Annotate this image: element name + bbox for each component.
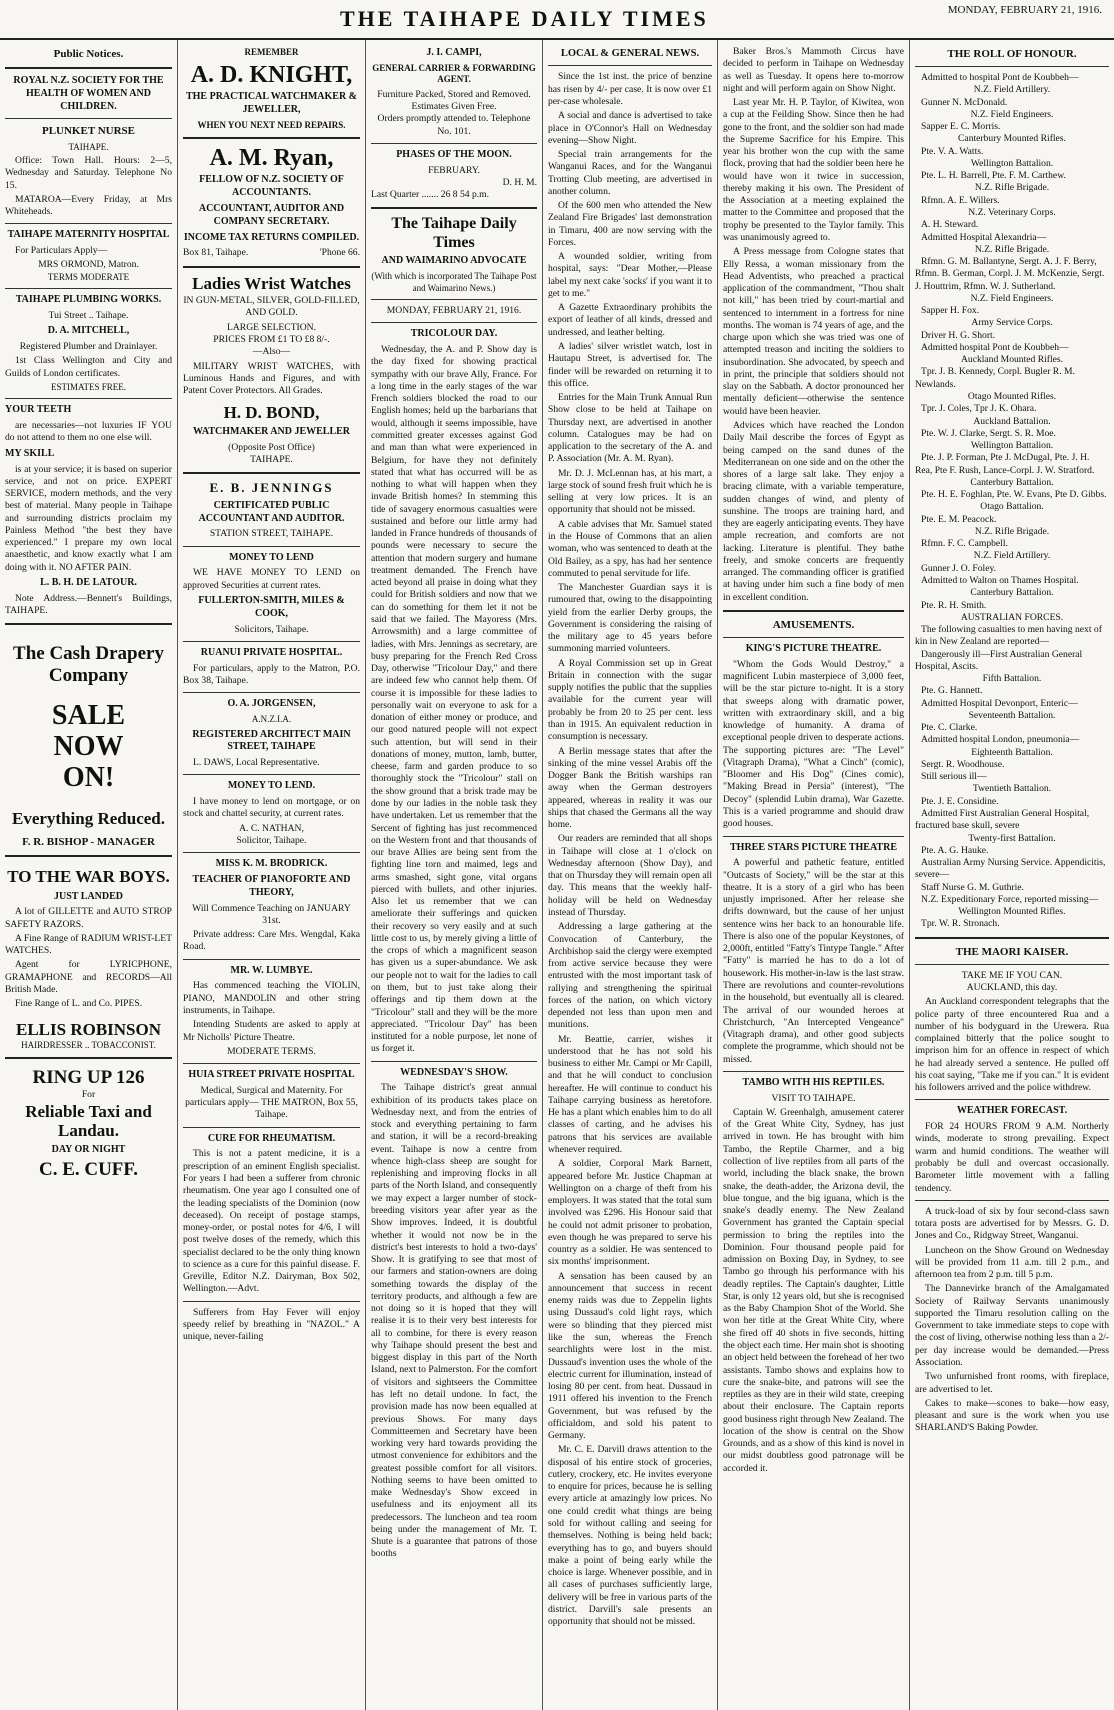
roll-line: Canterbury Battalion.	[970, 476, 1054, 488]
news-item: Since the 1st inst. the price of benzine has risen by 4/- per case. It is now over £1 per-case wholesale.	[548, 71, 712, 107]
roll-line: Auckland Mounted Rifles.	[960, 354, 1064, 366]
war-boys-title: TO THE WAR BOYS.	[7, 866, 170, 886]
roll-line: Rfmn. G. M. Ballantyne, Sergt. A. J. F. Berry, Rfmn. B. German, Corpl. J. M. McKenzie, Sergt. J. Houttrim, Rfmn. W. J. Sutherland.	[915, 256, 1105, 292]
roll-line: N.Z. Veterinary Corps.	[968, 207, 1056, 218]
masthead	[0, 0, 1114, 40]
roll-line: A. H. Steward.	[921, 219, 979, 231]
roll-line: Pte. V. A. Watts.	[921, 145, 984, 157]
moon-month: FEBRUARY.	[428, 164, 480, 176]
campi-sub: GENERAL CARRIER & FORWARDING AGENT.	[372, 62, 536, 85]
maternity-terms: TERMS MODERATE	[47, 271, 130, 282]
jorgensen-sub: REGISTERED ARCHITECT MAIN STREET, TAIHAPE	[192, 728, 351, 753]
hay-fever-text: Sufferers from Hay Fever will enjoy speedy relief by breathing in "NAZOL." A unique, never-failing	[183, 1306, 360, 1343]
war-boys-landed: JUST LANDED	[54, 890, 123, 902]
bond-name: H. D. BOND,	[223, 403, 320, 423]
roll-line: N.Z. Field Engineers.	[970, 108, 1054, 120]
ladies-watches-title: Ladies Wrist Watches	[192, 273, 351, 293]
lumbye-apply: Intending Students are asked to apply at Mr Nicholls' Picture Theatre.	[183, 1019, 360, 1043]
plumbing-estimates: ESTIMATES FREE.	[50, 381, 126, 392]
plunket-place: TAIHAPE.	[68, 141, 109, 152]
news-item: Of the 600 men who attended the New Zealand Fire Brigades' last demonstration in Timaru, 400 are now serving with the Forces.	[548, 200, 712, 248]
jorgensen-qualification: A.N.Z.I.A.	[251, 714, 292, 724]
knight-when: WHEN YOU NEXT NEED REPAIRS.	[197, 119, 346, 130]
skill-heading: MY SKILL	[5, 447, 55, 459]
news-item: Advices which have reached the London Daily Mail describe the forces of Egypt as being camped on the sand dunes of the Mediterranean on one side and on the other the shores of a large salt lake. They enjoy a bracing climate, with a variable temperature, sudden changes of wind, and plenty of sunshine. The troops are training hard, and they are eagerly anticipating events. They have ample recreation, and comforts are not lacking. Literature is plentiful. They bathe freely, and smoke concerts are frequently arranged. The commanding officer is gratified at having under him such a fine body of men in excellent condition.	[723, 419, 904, 603]
lumbye-terms: MODERATE TERMS.	[227, 1045, 316, 1057]
column-local-news	[543, 40, 718, 1710]
tambo-sub: VISIT TO TAIHAPE.	[771, 1092, 856, 1104]
nz-society: ROYAL N.Z. SOCIETY FOR THE HEALTH OF WOMEN AND CHILDREN.	[13, 75, 164, 112]
roll-line: Pte. G. Hannett.	[921, 685, 983, 697]
brodrick-commence: Will Commence Teaching on JANUARY 31st.	[192, 902, 351, 926]
roll-line: Otago Battalion.	[980, 501, 1044, 513]
roll-line: Eighteenth Battalion.	[971, 746, 1053, 758]
roll-line: Admitted to Walton on Thames Hospital.	[921, 574, 1079, 586]
war-boys-text-2: A Fine Range of RADIUM WRIST-LET WATCHES.	[5, 932, 172, 957]
money-lend-heading: MONEY TO LEND	[229, 551, 314, 563]
news-item: A wounded soldier, writing from hospital, says: "Dear Mother,—Please label my next cake 'socks' if you want it to get to me."	[548, 251, 712, 299]
roll-line: Wellington Battalion.	[970, 440, 1054, 452]
bond-place: TAIHAPE.	[250, 453, 293, 465]
show-heading: WEDNESDAY'S SHOW.	[400, 1066, 508, 1078]
local-news-heading: LOCAL & GENERAL NEWS.	[560, 48, 700, 59]
column-public-notices	[0, 40, 178, 1710]
news-item: Two unfurnished front rooms, with fireplace, are advertised to let.	[915, 1371, 1109, 1395]
roll-line: Fifth Battalion.	[982, 673, 1042, 685]
kings-theatre-heading: KING'S PICTURE THEATRE.	[745, 643, 882, 655]
dentist-note: Note Address.—Bennett's Buildings, TAIHAPE.	[5, 592, 172, 616]
jennings-name: E. B. JENNINGS	[209, 480, 334, 496]
news-item: Last year Mr. H. P. Taylor, of Kiwitea, won a cup at the Feilding Show. Since then he had gone to the front, and the soldier son had made the Supreme Sacrifice for his Empire. This year his brother won the cup with the same flock, proving that had the soldier been here he would have won it twice in succession, thereby making it his own. The President of the Association at a meeting explained the matter to the Committee and proposed that the trophy be presented to the Taylor family. This was unanimously agreed to.	[723, 97, 904, 243]
money-lend-2-text: I have money to lend on mortgage, or on stock and chattel security, at current rates.	[183, 796, 360, 820]
money-lend-2-heading: MONEY TO LEND.	[227, 780, 316, 792]
cure-text: This is not a patent medicine, it is a prescription of an eminent English specialist. For years I had been a sufferer from chronic rheumatism. One year ago I consulted one of the leading specialists of the Dominion (now deceased). On receipt of postage stamps, money-order, or postal notes for 4/6, I will post twelve doses of the remedy, which this specialist declared to be the only thing known to science as a cure for this painful disease. F. Greville, Editor N.Z. Dairyman, Box 502, Wellington.—Advt.	[183, 1148, 360, 1295]
cure-heading: CURE FOR RHEUMATISM.	[207, 1132, 336, 1144]
roll-line: Canterbury Battalion.	[970, 587, 1054, 599]
cash-drapery-manager: F. R. BISHOP - MANAGER	[22, 835, 155, 848]
roll-line: N.Z. Rifle Brigade.	[974, 243, 1050, 255]
ladies-prices: PRICES FROM £1 TO £8 8/-.	[213, 334, 330, 345]
teeth-text: are necessaries—not luxuries IF YOU do not attend to them no one else will.	[5, 420, 172, 444]
news-item: A Royal Commission set up in Great Britain in connection with the sugar supply notifies the public that the supplies available for the current year will probably be from 20 to 25 per cent. less than in 1915. An equivalent reduction in consumption is necessary.	[548, 657, 712, 743]
roll-line: Pte. C. Clarke.	[921, 722, 978, 734]
nathan-sub: Solicitor, Taihape.	[236, 834, 307, 846]
plunket-text: Office: Town Hall. Hours: 2—5, Wednesday and Saturday. Telephone No 15.	[5, 155, 172, 191]
cash-drapery-title: The Cash Drapery Company	[13, 643, 164, 687]
campi-text: Furniture Packed, Stored and Removed.	[377, 88, 531, 100]
ring-up: RING UP 126	[32, 1067, 145, 1089]
news-item: Baker Bros.'s Mammoth Circus have decided to perform in Taihape on Wednesday as well as Tuesday. It opens here to-morrow night and will perform again on Show Night.	[723, 46, 904, 94]
tambo-text: Captain W. Greenhalgh, amusement caterer of the Great White City, Sydney, has just arrived in town. He has brought with him Tambo, the Reptile Charmer, and a big collection of live reptiles from all parts of the world, including the black snake, the brown snake, the death-adder, the Arizona devil, the blue tongue, and the big iguana, which is the snake's deadly enemy. The New Zealand Government has granted the Captain special permission to bring the reptiles into the Dominion. Four thousand people paid for admission on Boxing Day, in Sydney, to see Tambo go through his performance with his deadly reptiles. The Captain's daughter, Little Star, is only 12 years old, but she is recognised as the Baby Champion Shot of the World. She won her title at the Great White City, where she fired off 40 shots in five seconds, hitting the object each time. Her main shot is shooting an object held between the forehead of her two assistants. Tambo shows and explains how to cure the snake-bite, and patrons will see the reptiles as they are in their wild state, creeping about their enclosure. The Captain reports good business right through New Zealand. The location of the show is central on the Show Grounds, and as a show of this kind is novel in our midst doubtless good patronage will be accorded it.	[723, 1106, 904, 1474]
maternity-title: TAIHAPE MATERNITY HOSPITAL	[7, 229, 170, 241]
news-item: Entries for the Main Trunk Annual Run Show close to be held at Taihape on Thursday next, are advertised in another column. Catalogues may be had on application to the secretary of the A. and P. Association (Mr. A. M. Ryan).	[548, 392, 712, 465]
war-boys-text-1: A lot of GILLETTE and AUTO STROP SAFETY RAZORS.	[5, 906, 172, 930]
roll-line: Sapper E. C. Morris.	[921, 121, 1001, 133]
news-item: A ladies' silver wristlet watch, lost in Hautapu Street, is advertised for. The finder will be rewarded on returning it to this office.	[548, 341, 712, 389]
plumbing-class: 1st Class Wellington and City and Guilds of London certificates.	[5, 355, 172, 379]
roll-line: Gunner N. McDonald.	[921, 96, 1008, 108]
news-item: A sensation has been caused by an announcement that success in recent enemy raids was due to Zeppelin lights using Dussaud's cold light rays, which were so blinding that they pierced mist like the sun, whereas the French searchlights were lost in the mist. Dussaud's invention uses the whole of the electric current for illumination, instead of losing 80 per cent. from heat. Dussaud in 1911 offered his invention to the French Government, but was refused by the officialdom, and sold his patent to Germany.	[548, 1270, 712, 1442]
roll-line: Sapper H. Fox.	[921, 305, 980, 317]
moon-columns: D. H. M.	[502, 176, 537, 188]
ruanui-text: For particulars, apply to the Matron, P.O. Box 38, Taihape.	[183, 662, 360, 686]
news-item: The Manchester Guardian says it is rumoured that, owing to the disappointing yield from the earlier Derby groups, the Government is considering the raising of the military age to 45 years before summoning married volunteers.	[548, 582, 712, 655]
ring-for: For	[81, 1089, 96, 1101]
news-item: Mr. C. E. Darvill draws attention to the disposal of his entire stock of groceries, cutlery, crockery, etc. He invites everyone to enquire for prices, because he is selling every article at amazingly low prices. No one could credit what things are being sold for without calling and seeing for themselves. Nothing is being held back; everything has to go, and buyers should make a point of being early while the choice is large. Whenever possible, and in all cases of purchases sufficiently large, delivery will be free in various parts of the district. Darvill's sale presents an opportunity that should not be missed.	[548, 1444, 712, 1628]
roll-line: N.Z. Field Artillery.	[973, 84, 1051, 96]
bond-sub: WATCHMAKER AND JEWELLER	[192, 425, 351, 437]
war-boys-text-3: Agent for LYRICPHONE, GRAMAPHONE and RECORDS—All British Made.	[5, 959, 172, 995]
plumbing-registration: Registered Plumber and Drainlayer.	[19, 341, 158, 353]
roll-line: Admitted to hospital Pont de Koubbeh—	[921, 72, 1079, 84]
huia-text: Medical, Surgical and Maternity. For particulars apply— THE MATRON, Box 55, Taihape.	[185, 1084, 358, 1121]
sale-line-3: ON!	[62, 761, 115, 793]
roll-line: Canterbury Mounted Rifles.	[958, 133, 1066, 145]
roll-line: Staff Nurse G. M. Guthrie.	[921, 881, 1024, 893]
plumbing-address: Tui Street .. Taihape.	[48, 310, 129, 322]
paper-title: The Taihape Daily Times	[391, 215, 517, 251]
roll-line: Pte. R. H. Smith.	[921, 599, 987, 611]
news-item: Our readers are reminded that all shops in Taihape will close at 1 o'clock on Wednesday afternoon (Show Day), and that on Thursday they will remain open all day. This means that the weekly half-holiday will be held on Wednesday instead of Thursday.	[548, 833, 712, 918]
knight-name: A. D. KNIGHT,	[190, 61, 353, 88]
roll-line: Pte. W. J. Clarke, Sergt. S. R. Moe.	[921, 427, 1056, 439]
jennings-sub: CERTIFICATED PUBLIC ACCOUNTANT AND AUDITOR.	[198, 499, 345, 524]
lumbye-name: MR. W. LUMBYE.	[230, 964, 313, 976]
show-text: The Taihape district's great annual exhibition of its products takes place on Wednesday next, and from the entries of stock and everything pertaining to farm and station, it will be a record-breaking event. Taihape is now a centre from whence high-class sheep are sought for replenishing and improving flocks in all parts of the North Island, and consequently we may expect a larger number of stock-breeding visitors year after year as the Show improves. Indeed, it is doubtful whether it would not now be in the district's best interests to hold a two-days' Show. It is gratifying to see that most of our farmers and station-owners are doing something towards the display of the territory products, and although a few are not doing so it is hoped that they will realise it is to their very best interests for all to combine, for there is every reason why Taihape should present the best and biggest display in this part of the North Island, next to Palmerston. For the comfort of visitors and sightseers the Committee has left no detail undone. In fact, the provision made has now been equalled at previous Shows. For many days Committeemen and Secretary have been working very hard towards providing the utmost convenience for exhibitors and the greatest possible comfort for all visitors. Nothing seems to have been omitted to make Wednesday's Show exceed in usefulness and its enjoyment all its predecessors. The luncheon and tea room being under the management of Mr. T. Shute is a guarantee that patrons of those booths	[371, 1082, 537, 1560]
roll-line: Auckland Battalion.	[973, 415, 1051, 427]
plumbing-title: TAIHAPE PLUMBING WORKS.	[15, 294, 162, 306]
mataroa-text: MATAROA—Every Friday, at Mrs Whiteheads.	[5, 193, 172, 218]
roll-line: Wellington Mounted Rifles.	[958, 906, 1066, 918]
news-item: Special train arrangements for the Wanganui Races, and for the Wanganui Trotting Club meeting, are advertised in another column.	[548, 149, 712, 197]
news-item: Mr. Beattie, carrier, wishes it understood that he has not sold his business to either Mr. Campi or Mr Capill, and that he will conduct to conclusion hereafter. He will continue to conduct his Taihape carrying business as heretofore. He has a plant which enables him to do all classes of carting, and he advises his patrons that his services are available whenever required.	[548, 1033, 712, 1156]
sale-line-1: SALE	[51, 699, 126, 731]
roll-line: Driver H. G. Short.	[921, 329, 996, 341]
roll-line: Admitted hospital London, pneumonia—	[921, 734, 1080, 746]
kings-theatre-text: "Whom the Gods Would Destroy," a magnificent Lubin masterpiece of 3,000 feet, will be the star picture to-night. It is a story that sweeps along with dramatic power, written with extraordinary skill, and a big knowledge of humanity. A drama of exceptional people driven to desperate actions. The supporting pictures are: "The Level" (Vitagraph Drama), "What a Cinch" (comic), "Bloomer and His Dog" (Cines comic), "Making Bread in Persia" (interest), "The Decoy" (splendid Lubin drama), War Gazette. This is a varied programme and should draw good houses.	[723, 658, 904, 830]
news-item: A Press message from Cologne states that Elly Ressa, a woman missionary from the Head Adventists, who preached a practical application of the commandment, "Thou shalt not kill," has been tried by court-martial and sentenced to internment in a fortress for nine months. The woman is 74 years of age, and the charge upon which she was tried was one of attempted treason and inciting the soldiers to insubordination. She advocated, by speech and in print, the principle that soldiers should not slay on the Sabbath. A doctor pronounced her mentally deficient—otherwise the sentence would have been heavier.	[723, 246, 904, 417]
news-item: A soldier, Corporal Mark Barnett, appeared before Mr. Justice Chapman at Wellington on a charge of theft from his employers. It was stated that the total sum involved was £296. His Honour said that he could not admit prisoner to probation, even though he was prepared to serve his country as a soldier. He was sentenced to six months' imprisonment.	[548, 1158, 712, 1268]
lumbye-text: Has commenced teaching the VIOLIN, PIANO, MANDOLIN and other string instruments, in Taihape.	[183, 980, 360, 1017]
news-item: A cable advises that Mr. Samuel stated in the House of Commons that an alien woman, who was sentenced to death at the Old Bailey, as a spy, has had her sentence commuted to penal servitude for life.	[548, 518, 712, 579]
roll-line: Still serious ill—	[921, 771, 987, 783]
roll-line: Admitted Hospital Alexandria—	[921, 231, 1047, 243]
roll-line: Rfmn. A. E. Willers.	[921, 194, 1000, 206]
three-stars-text: A powerful and pathetic feature, entitled "Outcasts of Society," will be the star at this theatre. It is a story of a girl who has been unjustly imprisoned. After her release she drifts downward, but the cause of her unjust sentence wins her back to an honourable life. There is also one of the popular Keystones, of 2,000ft, entitled "Fatty's Tintype Tangle." After "Fatty" is married he has to do a lot of housework. His mother-in-law is the last straw. There are revolutions and counter-revolutions in the household, but eventually all is cleared. The arrival of our wounded heroes at Christchurch, "An Intercepted Vengeance" (Vitagraph drama), and other good subjects complete the programme, which should not be missed.	[723, 857, 904, 1065]
huia-hospital: HUIA STREET PRIVATE HOSPITAL	[188, 1069, 355, 1081]
kaiser-heading: THE MAORI KAISER.	[955, 945, 1069, 958]
daws-representative: L. DAWS, Local Representative.	[193, 757, 320, 769]
weather-text: FOR 24 HOURS FROM 9 A.M. Northerly winds, moderate to strong prevailing. Expect warm and humid conditions. The weather will probably be dull and overcast occasionally. Barometer little movement with a falling tendency.	[915, 1121, 1109, 1194]
roll-line: N.Z. Rifle Brigade.	[974, 525, 1050, 537]
ring-day-night: DAY OR NIGHT	[51, 1143, 126, 1155]
paper-incorporated: (With which is incorporated The Taihape Post and Waimarino News.)	[371, 271, 537, 293]
campi-name: J. I. CAMPI,	[426, 47, 482, 58]
cuff-name: C. E. CUFF.	[38, 1159, 139, 1181]
ryan-name: A. M. Ryan,	[209, 145, 334, 172]
campi-orders: Orders promptly attended to. Telephone No. 101.	[377, 113, 531, 137]
roll-line: Tpr. J. Coles, Tpr J. K. Ohara.	[921, 403, 1037, 415]
remember-label: REMEMBER	[244, 47, 299, 57]
roll-line: Wellington Battalion.	[970, 157, 1054, 169]
masthead-title: THE TAIHAPE DAILY TIMES	[340, 6, 709, 31]
news-item: Mr. D. J. McLennan has, at his mart, a large stock of sound fresh fruit which he is selling at very low prices. It is an opportunity that should not be missed.	[548, 467, 712, 516]
dentist-name: L. B. H. DE LATOUR.	[40, 576, 137, 588]
roll-line: AUSTRALIAN FORCES.	[960, 611, 1064, 623]
roll-line: Gunner J. O. Foley.	[921, 562, 997, 574]
news-item: Cakes to make—scones to bake—how easy, pleasant and sure is the work when you use SHARLAND'S Baking Powder.	[915, 1397, 1109, 1434]
roll-line: Admitted hospital Pont de Koubbeh—	[921, 341, 1069, 353]
roll-line: Twentieth Battalion.	[972, 783, 1052, 795]
paper-sub: AND WAIMARINO ADVOCATE	[381, 255, 527, 267]
knight-sub: THE PRACTICAL WATCHMAKER & JEWELLER,	[185, 90, 358, 115]
campi-estimates: Estimates Given Free.	[411, 101, 497, 113]
weather-heading: WEATHER FORECAST.	[956, 1105, 1068, 1117]
ladies-also: —Also—	[252, 346, 291, 358]
column-advertisements	[178, 40, 366, 1710]
maternity-text: For Particulars Apply—	[15, 245, 108, 257]
roll-list	[915, 72, 1109, 931]
money-lend-text: WE HAVE MONEY TO LEND on approved Securities at current rates.	[183, 567, 360, 591]
news-item: A truck-load of six by four second-class sawn totara posts are advertised for by Messrs. G. D. Jones and Co., Ridgway Street, Wanganui.	[915, 1205, 1109, 1242]
roll-line: N.Z. Field Artillery.	[973, 550, 1051, 562]
ryan-box: Box 81, Taihape.	[183, 247, 249, 259]
moon-heading: PHASES OF THE MOON.	[396, 148, 512, 160]
news-item: Addressing a large gathering at the Convocation of Canterbury, the Archbishop said the clergy were exempted from active service because they were entrusted with the most important task of rallying and strengthening the spiritual forces of the nation, on which victory depended not less than upon men and munitions.	[548, 921, 712, 1031]
roll-line: Tpr. W. R. Stronach.	[921, 918, 1000, 930]
roll-line: Sergt. R. Woodhouse.	[921, 758, 1005, 770]
roll-line: Australian Army Nursing Service. Appendicitis, severe—	[915, 857, 1106, 881]
column-editorial	[366, 40, 543, 1710]
roll-line: N.Z. Expeditionary Force, reported missing—	[921, 893, 1099, 905]
tambo-heading: TAMBO WITH HIS REPTILES.	[742, 1076, 885, 1088]
paper-date: MONDAY, FEBRUARY 21, 1916.	[386, 305, 522, 317]
roll-line: Army Service Corps.	[971, 317, 1053, 329]
news-item: Luncheon on the Show Ground on Wednesday will be provided from 11 a.m. till 2 p.m., and afternoon tea from 2 p.m. till 5 p.m.	[915, 1244, 1109, 1281]
news-item: A social and dance is advertised to take place in O'Connor's Hall on Wednesday evening—Show Night.	[548, 110, 712, 146]
three-stars-heading: THREE STARS PICTURE THEATRE	[730, 841, 897, 853]
war-boys-text-4: Fine Range of L. and Co. PIPES.	[15, 998, 143, 1010]
column-roll-of-honour	[910, 40, 1114, 1710]
amusements-heading: AMUSEMENTS.	[772, 618, 855, 631]
plumbing-name: D. A. MITCHELL,	[47, 325, 130, 337]
ellis-robinson: ELLIS ROBINSON	[15, 1020, 162, 1040]
tricolour-heading: TRICOLOUR DAY.	[410, 328, 498, 340]
teeth-heading: YOUR TEETH	[5, 404, 72, 416]
roll-line: Twenty-first Battalion.	[968, 832, 1056, 844]
fullerton-sub: Solicitors, Taihape.	[234, 623, 309, 635]
roll-line: N.Z. Rifle Brigade.	[974, 182, 1050, 194]
bond-opposite: (Opposite Post Office)	[228, 441, 315, 453]
roll-line: Dangerously ill—First Australian General Hospital, Ascits.	[915, 648, 1083, 672]
roll-heading: THE ROLL OF HONOUR.	[947, 48, 1077, 60]
ryan-phone: 'Phone 66.	[319, 247, 360, 259]
maternity-matron: MRS ORMOND, Matron.	[38, 259, 139, 271]
everything-reduced: Everything Reduced.	[12, 809, 165, 829]
ring-taxi: Reliable Taxi and Landau.	[25, 1101, 152, 1141]
ruanui-hospital: RUANUI PRIVATE HOSPITAL.	[200, 646, 343, 658]
roll-line: Seventeenth Battalion.	[968, 709, 1056, 721]
brodrick-address: Private address: Care Mrs. Wengdal, Kaka Road.	[183, 929, 360, 953]
fullerton-name: FULLERTON-SMITH, MILES & COOK,	[198, 595, 345, 619]
roll-line: Admitted First Australian General Hospital, fractured base skull, severe	[915, 808, 1090, 832]
military-watches: MILITARY WRIST WATCHES, with Luminous Hands and Figures, and with Patent Cover Protectors. All Grades.	[183, 360, 360, 397]
column-news-amusements	[718, 40, 910, 1710]
brodrick-sub: TEACHER OF PIANOFORTE AND THEORY,	[192, 874, 351, 898]
roll-line: Pte. L. H. Barrell, Pte. F. M. Carthew.	[921, 170, 1066, 182]
masthead-date: MONDAY, FEBRUARY 21, 1916.	[947, 4, 1102, 16]
news-item: A Berlin message states that after the sinking of the mine vessel Arabis off the Dogger Bank the British warships ran away when the German destroyers appeared, whereas in reality it was our ships that chased the Germans all the way home.	[548, 745, 712, 831]
news-item: The Dannevirke branch of the Amalgamated Society of Railway Servants unanimously supported the Timaru resolution calling on the Government to take immediate steps to cope with the cost of living, otherwise nothing less than a 2/- per day increase would be demanded.—Press Association.	[915, 1283, 1109, 1368]
nathan-name: A. C. NATHAN,	[239, 822, 304, 834]
skill-text: is at your service; it is based on superior service, and not on price. EXPERT SERVICE, modern methods, and the very best of material. Many people in Taihape and surrounding districts proclaim my Painless Method "the best they have experienced." I prepare my own local anaesthetic, and know exactly what I am doing with it. NO AFTER PAIN.	[5, 463, 172, 573]
ryan-sub: FELLOW OF N.Z. SOCIETY OF ACCOUNTANTS.	[199, 174, 344, 199]
roll-line: Pte. J. P. Forman, Pte J. McDugal, Pte. J. H. Rea, Pte F. Rush, Lance-Corpl. J. W. Stratford.	[915, 452, 1095, 476]
plunket-title: PLUNKET NURSE	[41, 125, 135, 138]
roll-line: Admitted Hospital Devonport, Enteric—	[921, 697, 1078, 709]
kaiser-place: AUCKLAND, this day.	[966, 982, 1058, 994]
ryan-secretary: ACCOUNTANT, AUDITOR AND COMPANY SECRETARY.	[198, 203, 345, 227]
jennings-address: STATION STREET, TAIHAPE.	[209, 528, 334, 540]
kaiser-sub: TAKE ME IF YOU CAN.	[961, 969, 1063, 981]
roll-line: Otago Mounted Rifles.	[967, 390, 1057, 402]
roll-line: Rfmn. F. C. Campbell.	[921, 538, 1008, 550]
roll-line: Tpr. J. B. Kennedy, Corpl. Bugler R. M. Newlands.	[915, 366, 1075, 390]
public-notices-heading: Public Notices.	[53, 48, 124, 60]
roll-line: N.Z. Field Engineers.	[970, 292, 1054, 304]
roll-line: Pte. J. E. Considine.	[921, 795, 999, 807]
tricolour-text: Wednesday, the A. and P. Show day is the day fixed for showing practical sympathy with our brave Ally, France. For a long time in the early stages of the war French soldiers blocked the road to our English homes; held up the barbarians that would, although it seems impossible, have committed greater excesses against God and man than what were experienced in Belgium, for have they not definitely stated that what has occurred will be as nothing to what will happen when they invade British homes? In stemming this tide of savagery enormous casualties were sustained and before our little army had landed in France hundreds of thousands of pounds were necessary to secure the attention that modern surgery and humane treatment demanded. The French have acted beyond all praise in doing what they could for British soldiers and now that we can do something for them let it not be said that we failed. The Mayoress (Mrs. Arrowsmith) and a large committee of ladies, with Mrs. Jennings as secretary, are busy preparing for the French Red Cross Day, otherwise "Tricolour Day," and there are indeed few who cannot help them. Of course it is impossible for these ladies to personally wait on everyone to ask for a donation of either money or produce, and our good natured people will not expect such attention, but will send in their donations of money, mutton, lamb, butter, cheese, farm and garden produce to so thoroughly stock the "Tricolour" stall on the show ground that a brisk trade may be done by our ladies in the noble task they have undertaken. Let us remember that the Sercent of fighting has just recommenced on the Western front and that thousands of our brave Allies are being sent from the fighting line torn and maimed, legs and arms smashed, sight gone, vital organs pierced with bullets, and other injuries. Also let us remember that we can ameliorate their sufferings and quicken their recovery so very easily and at such little cost to us, by merely giving a little of the crops of which a magnificent season has given us a super-abundance. We ask our people not to wait for the ladies to call on them, but to just take along their offerings and tip them down at the "Tricolour" stall and they will be the more appreciated. "Tricolour Day" has been instituted for a noble purpose, let none of us forget it.	[371, 344, 537, 1055]
kaiser-text: An Auckland correspondent telegraphs that the police party of three encountered Rua and a number of his bodyguard in the Urewera. Rua complained bitterly that the police sought to imprison him for an offence in respect of which he had already served a sentence. He pulled off his coat saying, "Take me if you can." It is evident his followers arrived and the police withdrew.	[915, 996, 1109, 1094]
ladies-selection: LARGE SELECTION.	[227, 321, 316, 333]
moon-row: Last Quarter ....... 26 8 54 p.m.	[371, 189, 490, 201]
ladies-watches-text: IN GUN-METAL, SILVER, GOLD-FILLED, AND GOLD.	[183, 295, 360, 319]
ellis-robinson-sub: HAIRDRESSER .. TOBACCONIST.	[21, 1039, 156, 1050]
roll-line: Pte. E. M. Peacock.	[921, 513, 997, 525]
roll-line: The following casualties to men having next of kin in New Zealand are reported—	[915, 624, 1102, 648]
roll-line: Pte. A. G. Hauke.	[921, 844, 989, 856]
ryan-tax: INCOME TAX RETURNS COMPILED.	[183, 231, 360, 243]
news-item: A Gazette Extraordinary prohibits the export of leather of all kinds, dressed and undressed, and leather belting.	[548, 302, 712, 338]
roll-line: Pte. H. E. Foghlan, Pte. W. Evans, Pte D. Gibbs.	[921, 489, 1107, 501]
jorgensen-name: O. A. JORGENSEN,	[227, 698, 316, 710]
sale-line-2: NOW	[53, 730, 124, 762]
brodrick-name: MISS K. M. BRODRICK.	[215, 858, 328, 870]
